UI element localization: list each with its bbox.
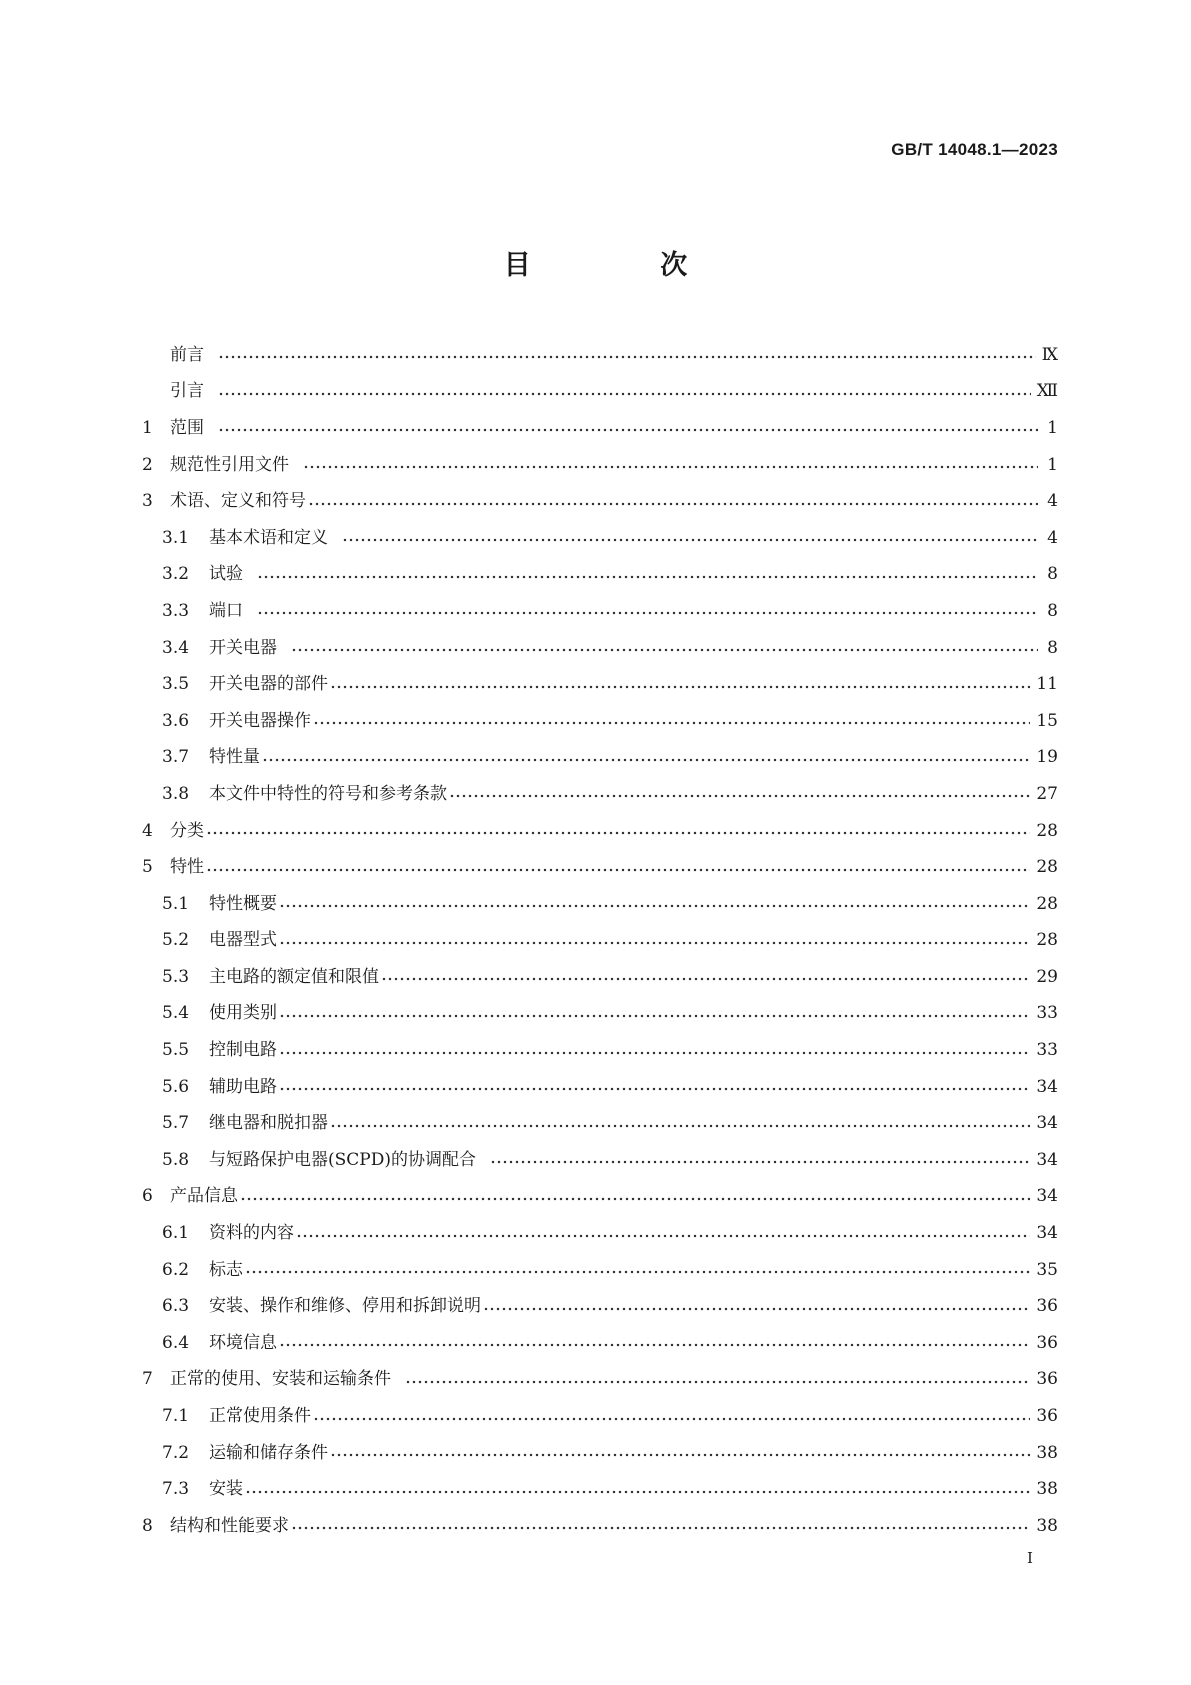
- section-number: 3.2: [162, 564, 190, 585]
- section-title: 安装: [209, 1479, 243, 1500]
- section-title: 电器型式: [209, 930, 277, 951]
- section-title: 分类: [170, 820, 204, 841]
- section-page-number: 8: [1047, 600, 1058, 621]
- dot-leader: [218, 355, 1036, 359]
- section-title: 辅助电路: [209, 1076, 277, 1097]
- section-page-number: 35: [1036, 1259, 1058, 1280]
- section-page-number: 36: [1036, 1369, 1058, 1390]
- dot-leader: [257, 611, 1038, 615]
- section-number: 1: [142, 417, 153, 438]
- dot-leader: [449, 794, 1030, 798]
- section-page-number: 27: [1036, 783, 1058, 804]
- section-page-number: 38: [1036, 1442, 1058, 1463]
- section-page-number: 28: [1036, 930, 1058, 951]
- section-page-number: 34: [1036, 1186, 1058, 1207]
- section-page-number: Ⅸ: [1041, 344, 1058, 365]
- section-page-number: 28: [1036, 820, 1058, 841]
- dot-leader: [279, 1343, 1030, 1347]
- dot-leader: [218, 428, 1038, 432]
- toc-entry[interactable]: [142, 996, 1058, 1033]
- toc-entry[interactable]: [142, 923, 1058, 960]
- dot-leader: [330, 1124, 1030, 1128]
- section-number: 7.3: [162, 1479, 190, 1500]
- toc-entry[interactable]: [142, 520, 1058, 557]
- dot-leader: [245, 1490, 1030, 1494]
- section-page-number: 34: [1036, 1113, 1058, 1134]
- toc-entry[interactable]: [142, 630, 1058, 667]
- section-page-number: 1: [1047, 454, 1058, 475]
- dot-leader: [330, 1453, 1030, 1457]
- section-page-number: 15: [1036, 710, 1058, 731]
- section-page-number: 33: [1036, 1040, 1058, 1061]
- toc-entry[interactable]: [142, 1105, 1058, 1142]
- section-page-number: 28: [1036, 857, 1058, 878]
- dot-leader: [257, 575, 1038, 579]
- section-title: 端口: [209, 600, 243, 621]
- document-code: GB/T 14048.1—2023: [891, 140, 1058, 159]
- section-number: 2: [142, 454, 153, 475]
- section-title: 主电路的额定值和限值: [209, 966, 379, 987]
- section-number: 5: [142, 857, 153, 878]
- section-page-number: 29: [1036, 966, 1058, 987]
- section-page-number: 36: [1036, 1296, 1058, 1317]
- section-number: 6.4: [162, 1332, 190, 1353]
- section-number: 3.1: [162, 527, 190, 548]
- section-number: 3: [142, 491, 153, 512]
- dot-leader: [303, 465, 1038, 469]
- dot-leader: [330, 685, 1030, 689]
- section-title: 正常使用条件: [209, 1406, 311, 1427]
- section-title: 使用类别: [209, 1003, 277, 1024]
- toc-entry[interactable]: [142, 593, 1058, 630]
- dot-leader: [206, 831, 1030, 835]
- section-title: 基本术语和定义: [209, 527, 328, 548]
- dot-leader: [296, 1234, 1030, 1238]
- dot-leader: [279, 1014, 1030, 1018]
- toc-entry[interactable]: [142, 703, 1058, 740]
- section-title: 继电器和脱扣器: [209, 1113, 328, 1134]
- section-page-number: 28: [1036, 893, 1058, 914]
- section-number: 5.2: [162, 930, 190, 951]
- toc-entry[interactable]: [142, 410, 1058, 447]
- toc-entry[interactable]: [142, 1215, 1058, 1252]
- section-number: 5.5: [162, 1040, 190, 1061]
- section-number: 5.3: [162, 966, 190, 987]
- section-title: 标志: [209, 1259, 243, 1280]
- toc-entry[interactable]: [142, 1179, 1058, 1216]
- section-title: 开关电器操作: [209, 710, 311, 731]
- dot-leader: [308, 502, 1038, 506]
- section-number: 3.6: [162, 710, 190, 731]
- section-page-number: 38: [1036, 1515, 1058, 1536]
- section-number: 3.8: [162, 783, 190, 804]
- section-title: 环境信息: [209, 1332, 277, 1353]
- section-page-number: 4: [1047, 527, 1058, 548]
- section-title: 前言: [170, 344, 204, 365]
- toc-entry[interactable]: [142, 1471, 1058, 1508]
- section-title: 开关电器: [209, 637, 277, 658]
- section-title: 引言: [170, 381, 204, 402]
- section-title: 特性量: [209, 747, 260, 768]
- table-of-contents: [142, 337, 1058, 1545]
- dot-leader: [342, 538, 1038, 542]
- section-title: 术语、定义和符号: [170, 491, 306, 512]
- toc-entry[interactable]: [142, 666, 1058, 703]
- toc-entry[interactable]: [142, 1032, 1058, 1069]
- dot-leader: [490, 1160, 1030, 1164]
- dot-leader: [279, 941, 1030, 945]
- section-page-number: Ⅻ: [1036, 381, 1058, 402]
- toc-entry[interactable]: [142, 1362, 1058, 1399]
- section-number: 3.5: [162, 674, 190, 695]
- section-title: 安装、操作和维修、停用和拆卸说明: [209, 1296, 481, 1317]
- section-title: 产品信息: [170, 1186, 238, 1207]
- toc-entry[interactable]: [142, 1508, 1058, 1545]
- toc-heading: 目 次: [503, 250, 748, 281]
- section-number: 6.1: [162, 1223, 190, 1244]
- section-page-number: 34: [1036, 1076, 1058, 1097]
- dot-leader: [279, 904, 1030, 908]
- section-page-number: 1: [1047, 417, 1058, 438]
- toc-entry[interactable]: [142, 374, 1058, 411]
- toc-entry[interactable]: [142, 1435, 1058, 1472]
- section-number: 8: [142, 1515, 153, 1536]
- section-number: 5.6: [162, 1076, 190, 1097]
- section-title: 与短路保护电器(SCPD)的协调配合: [209, 1149, 476, 1170]
- section-number: 5.4: [162, 1003, 190, 1024]
- dot-leader: [206, 868, 1030, 872]
- dot-leader: [279, 1087, 1030, 1091]
- dot-leader: [313, 721, 1030, 725]
- dot-leader: [291, 648, 1038, 652]
- section-page-number: 19: [1036, 747, 1058, 768]
- dot-leader: [262, 758, 1030, 762]
- section-title: 试验: [209, 564, 243, 585]
- section-title: 规范性引用文件: [170, 454, 289, 475]
- toc-entry[interactable]: [142, 740, 1058, 777]
- section-number: 7.1: [162, 1406, 190, 1427]
- toc-entry[interactable]: [142, 1398, 1058, 1435]
- toc-entry[interactable]: [142, 849, 1058, 886]
- toc-entry[interactable]: [142, 776, 1058, 813]
- section-number: 6.2: [162, 1259, 190, 1280]
- toc-entry[interactable]: [142, 483, 1058, 520]
- section-number: 5.7: [162, 1113, 190, 1134]
- section-number: 3.7: [162, 747, 190, 768]
- section-number: 3.4: [162, 637, 190, 658]
- section-page-number: 38: [1036, 1479, 1058, 1500]
- section-page-number: 11: [1036, 674, 1058, 695]
- section-title: 正常的使用、安装和运输条件: [170, 1369, 391, 1390]
- section-title: 控制电路: [209, 1040, 277, 1061]
- section-title: 特性概要: [209, 893, 277, 914]
- section-page-number: 33: [1036, 1003, 1058, 1024]
- section-number: 7: [142, 1369, 153, 1390]
- section-title: 特性: [170, 857, 204, 878]
- section-number: 5.1: [162, 893, 190, 914]
- toc-entry[interactable]: [142, 959, 1058, 996]
- toc-entry[interactable]: [142, 337, 1058, 374]
- dot-leader: [381, 977, 1030, 981]
- toc-entry[interactable]: [142, 447, 1058, 484]
- section-number: 6.3: [162, 1296, 190, 1317]
- toc-entry[interactable]: [142, 1325, 1058, 1362]
- section-title: 本文件中特性的符号和参考条款: [209, 783, 447, 804]
- section-page-number: 34: [1036, 1149, 1058, 1170]
- section-page-number: 8: [1047, 637, 1058, 658]
- section-number: 7.2: [162, 1442, 190, 1463]
- section-title: 开关电器的部件: [209, 674, 328, 695]
- dot-leader: [483, 1307, 1030, 1311]
- section-page-number: 36: [1036, 1406, 1058, 1427]
- dot-leader: [313, 1417, 1030, 1421]
- dot-leader: [218, 392, 1031, 396]
- dot-leader: [245, 1270, 1030, 1274]
- section-page-number: 34: [1036, 1223, 1058, 1244]
- section-title: 范围: [170, 417, 204, 438]
- section-title: 结构和性能要求: [170, 1515, 289, 1536]
- dot-leader: [291, 1526, 1030, 1530]
- section-number: 5.8: [162, 1149, 190, 1170]
- section-number: 6: [142, 1186, 153, 1207]
- dot-leader: [240, 1197, 1030, 1201]
- toc-entry[interactable]: [142, 1288, 1058, 1325]
- section-page-number: 4: [1047, 491, 1058, 512]
- section-page-number: 8: [1047, 564, 1058, 585]
- page-number: I: [1027, 1549, 1033, 1567]
- section-page-number: 36: [1036, 1332, 1058, 1353]
- dot-leader: [279, 1051, 1030, 1055]
- toc-entry[interactable]: [142, 1069, 1058, 1106]
- section-number: 3.3: [162, 600, 190, 621]
- toc-entry[interactable]: [142, 1142, 1058, 1179]
- section-title: 资料的内容: [209, 1223, 294, 1244]
- section-title: 运输和储存条件: [209, 1442, 328, 1463]
- dot-leader: [405, 1380, 1030, 1384]
- toc-entry[interactable]: [142, 813, 1058, 850]
- toc-entry[interactable]: [142, 886, 1058, 923]
- toc-entry[interactable]: [142, 557, 1058, 594]
- toc-entry[interactable]: [142, 1252, 1058, 1289]
- section-number: 4: [142, 820, 153, 841]
